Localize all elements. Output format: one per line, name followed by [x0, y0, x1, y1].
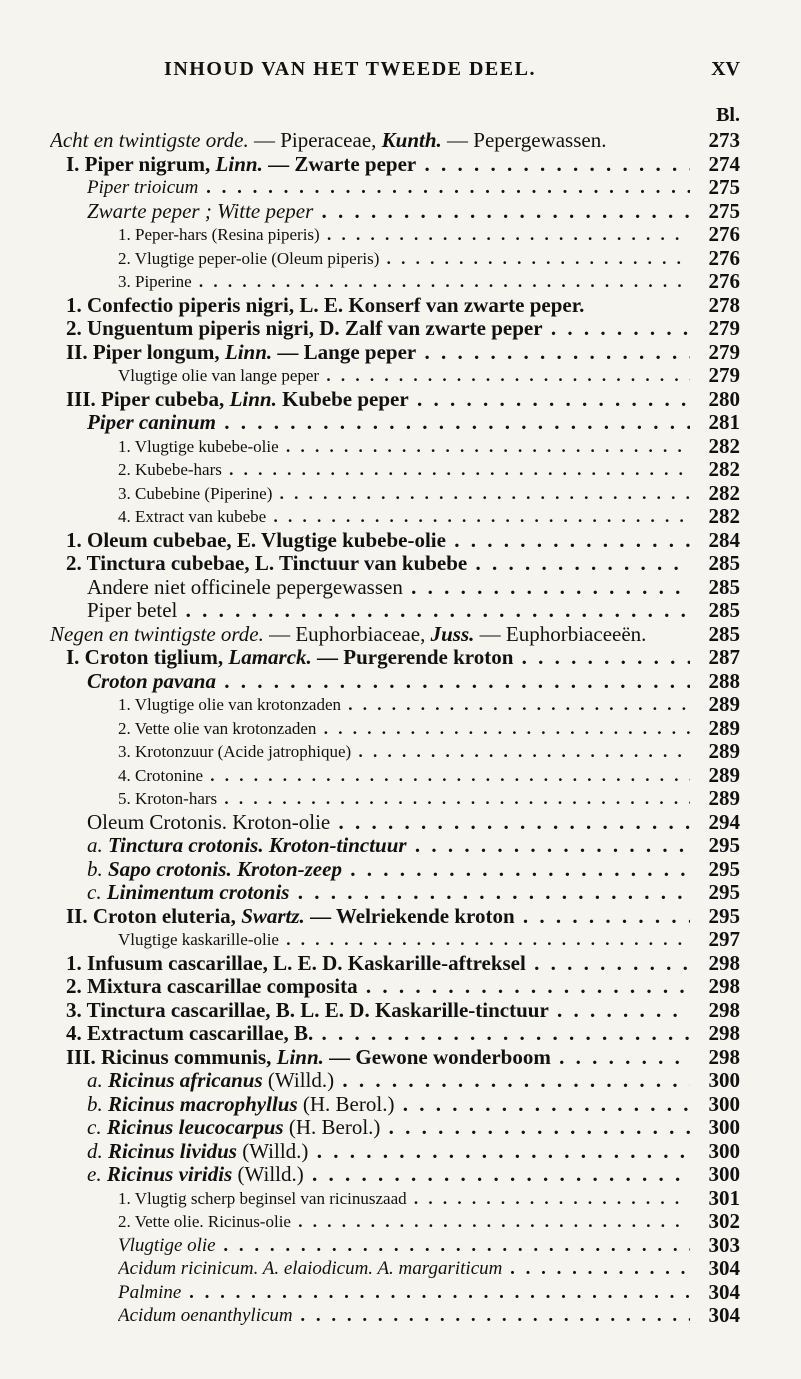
toc-entry-label [66, 317, 690, 341]
toc-entry-text: b. [87, 857, 108, 881]
toc-entry [0, 834, 801, 858]
toc-entry-page: 279 [708, 339, 740, 364]
toc-entry-text: (Willd.) [236, 1139, 309, 1163]
toc-entry [0, 1140, 801, 1164]
toc-entry [0, 717, 801, 741]
toc-entry-text: — Welriekende kroton [304, 904, 515, 928]
toc-entry [0, 1281, 801, 1305]
toc-entry-text: Vlugtige olie van lange peper [118, 366, 320, 385]
toc-entry-text: 2. Tinctura cubebae, L. Tinctuur van kubebe [66, 552, 468, 575]
toc-entry-text: I. Croton tiglium, [66, 646, 229, 669]
toc-entry-label [66, 952, 690, 976]
toc-entry-label [118, 717, 690, 741]
toc-entry-text: 1. Vlugtige kubebe-olie [118, 436, 279, 456]
toc-entry-page: 303 [708, 1232, 740, 1257]
toc-entry [0, 693, 801, 717]
toc-entry-label [118, 505, 690, 529]
toc-entry-text: Vlugtige olie [118, 1234, 216, 1256]
toc-entry-label [87, 200, 690, 224]
toc-entry-text: a. [87, 1069, 108, 1092]
toc-entry [0, 623, 801, 647]
toc-entry-label [118, 740, 690, 764]
toc-entry-page: 276 [708, 245, 740, 270]
toc-entry-text: Piper trioicum [87, 177, 199, 198]
toc-entry-label [118, 1257, 690, 1281]
toc-entry [0, 1257, 801, 1281]
toc-entry-label [118, 435, 690, 459]
toc-entry-text: 4. Extractum cascarillae, B. [66, 1022, 314, 1045]
toc-entry-text: Zwarte peper ; Witte peper [87, 199, 314, 223]
page-number-roman: XV [711, 58, 740, 80]
toc-entry-label [87, 599, 690, 623]
toc-entry-page: 287 [708, 645, 740, 669]
toc-entry-text: e. [87, 1163, 107, 1186]
toc-entry-page: 279 [708, 316, 740, 340]
toc-entry [0, 670, 801, 694]
toc-entry [0, 505, 801, 529]
toc-entry-text: II. Croton eluteria, [66, 904, 242, 928]
toc-entry-page: 285 [708, 598, 740, 622]
toc-entry-page: 289 [708, 786, 740, 810]
toc-entry-label [87, 670, 690, 694]
toc-entry-label [87, 1069, 690, 1093]
toc-entry-text: — Euphorbiaceae, [263, 622, 431, 646]
toc-entry-page: 288 [708, 668, 740, 693]
toc-entry-text: 5. Kroton-hars [118, 789, 218, 808]
toc-entry-text: Ricinus leucocarpus [106, 1116, 284, 1139]
toc-entry-text: Kunth. [381, 129, 442, 152]
toc-entry-text: 4. Extract van kubebe [118, 507, 267, 526]
toc-entry-text: Linn. [276, 1045, 324, 1069]
toc-entry-page: 300 [708, 1162, 740, 1186]
toc-entry-text: Ricinus macrophyllus [108, 1092, 298, 1116]
toc-entry [0, 176, 801, 200]
toc-entry-text: 3. Tinctura cascarillae, B. L. E. D. Kaskarille-tinctuur [66, 998, 549, 1022]
toc-entry-label [66, 529, 690, 553]
toc-entry-label [87, 834, 690, 858]
toc-entry-page: 294 [708, 809, 740, 834]
toc-entry-text: I. Piper nigrum, [66, 152, 216, 176]
toc-entry-text: Sapo crotonis. Kroton-zeep [108, 857, 342, 881]
toc-entry-page: 304 [708, 1256, 740, 1280]
toc-entry-text: 3. Cubebine (Piperine) [118, 483, 273, 503]
toc-entry-label [118, 764, 690, 788]
toc-entry-text: 3. Piperine [118, 272, 192, 291]
toc-entry-text: Linn. [215, 152, 263, 176]
toc-entry-text: — Piperaceae, [248, 129, 382, 152]
toc-entry-text: Linn. [229, 387, 277, 411]
toc-entry [0, 1069, 801, 1093]
toc-entry-page: 282 [708, 504, 740, 528]
toc-entry [0, 294, 801, 318]
toc-entry-page: 300 [708, 1138, 740, 1163]
toc-entry-page: 298 [708, 1044, 740, 1069]
toc-entry-text: Acht en twintigste orde. [50, 129, 249, 152]
toc-entry-text: Negen en twintigste orde. [50, 622, 264, 646]
toc-entry-page: 285 [708, 621, 740, 646]
toc-entry-page: 280 [708, 386, 740, 411]
toc-entry [0, 858, 801, 882]
toc-entry-label [87, 1116, 690, 1140]
toc-entry-text: Linimentum crotonis [106, 881, 290, 904]
toc-entry-text: b. [87, 1092, 108, 1116]
toc-entry-text: Lamarck. [228, 646, 312, 669]
toc-entry [0, 599, 801, 623]
toc-entry-text: Tinctura crotonis. Kroton-tinctuur [108, 834, 407, 857]
toc-entry-label [87, 176, 690, 200]
toc-entry-text: 2. Unguentum piperis nigri, D. Zalf van zwarte peper [66, 317, 543, 340]
toc-entry-text: 4. Crotonine [118, 765, 203, 785]
toc-entry-page: 274 [708, 151, 740, 176]
toc-entry-text: c. [87, 1116, 107, 1139]
toc-entry-label [118, 482, 690, 506]
toc-entry-text: Piper betel [87, 599, 178, 622]
toc-entry-text: Juss. [430, 622, 475, 646]
table-of-contents [0, 129, 801, 1328]
toc-entry-text: III. Ricinus communis, [66, 1045, 277, 1069]
toc-entry-page: 276 [708, 269, 740, 293]
toc-entry-text: (H. Berol.) [283, 1116, 381, 1139]
toc-entry-text: — Euphorbiaceeën. [474, 622, 647, 646]
toc-entry [0, 411, 801, 435]
toc-entry-label [118, 787, 690, 811]
toc-entry-page: 300 [708, 1068, 740, 1092]
toc-entry-label [87, 881, 690, 905]
toc-entry-label [118, 223, 690, 247]
toc-entry [0, 1022, 801, 1046]
toc-entry-page: 275 [708, 175, 740, 199]
toc-entry-label [87, 1093, 690, 1117]
toc-entry [0, 576, 801, 600]
toc-entry-label [50, 623, 690, 647]
toc-entry [0, 388, 801, 412]
toc-entry-label [118, 1210, 690, 1234]
toc-entry-label [118, 928, 690, 952]
toc-entry-page: 289 [708, 739, 740, 763]
toc-entry-text: Kubebe peper [276, 387, 409, 411]
toc-entry-label [87, 811, 690, 835]
toc-entry-label [66, 905, 690, 929]
toc-entry [0, 764, 801, 788]
toc-entry-text: 1. Peper-hars (Resina piperis) [118, 225, 320, 244]
toc-entry-text: 2. Mixtura cascarillae composita [66, 975, 358, 998]
toc-entry [0, 1234, 801, 1258]
toc-entry-text: (Willd.) [232, 1163, 304, 1186]
toc-entry [0, 881, 801, 905]
toc-entry-text: Oleum Crotonis. Kroton-olie [87, 810, 331, 834]
toc-entry-text: 2. Vette olie van krotonzaden [118, 718, 317, 738]
toc-entry-text: Acidum oenanthylicum [118, 1305, 293, 1326]
toc-entry-text: — Lange peper [272, 340, 417, 364]
toc-entry-page: 300 [708, 1115, 740, 1139]
toc-entry-label [118, 1187, 690, 1211]
toc-entry [0, 1093, 801, 1117]
toc-entry [0, 223, 801, 247]
toc-entry-text: Andere niet officinele pepergewassen [87, 575, 403, 599]
toc-entry-text: Ricinus africanus [108, 1069, 263, 1092]
toc-entry-text: c. [87, 881, 107, 904]
toc-entry [0, 905, 801, 929]
toc-entry [0, 200, 801, 224]
toc-entry-text: 2. Kubebe-hars [118, 460, 222, 479]
toc-entry-page: 298 [708, 1021, 740, 1045]
toc-entry [0, 153, 801, 177]
toc-entry-label [87, 858, 690, 882]
toc-entry-label [66, 341, 690, 365]
toc-entry [0, 928, 801, 952]
toc-entry-label [118, 1234, 690, 1258]
toc-entry-text: 3. Krotonzuur (Acide jatrophique) [118, 742, 352, 761]
toc-entry-page: 304 [708, 1303, 740, 1327]
toc-entry-text: — Pepergewassen. [441, 129, 607, 152]
toc-entry-label [66, 388, 690, 412]
toc-entry-page: 300 [708, 1091, 740, 1116]
toc-entry-page: 284 [708, 527, 740, 552]
toc-entry-page: 276 [708, 222, 740, 246]
toc-entry-label [66, 294, 690, 318]
toc-entry-page: 295 [708, 880, 740, 904]
toc-entry-text: II. Piper longum, [66, 340, 225, 364]
toc-entry-label [87, 1163, 690, 1187]
toc-entry-label [118, 458, 690, 482]
toc-entry-label [66, 1046, 690, 1070]
toc-entry-label [87, 411, 690, 435]
toc-entry [0, 247, 801, 271]
toc-entry-text: (Willd.) [262, 1069, 335, 1092]
toc-entry-page: 304 [708, 1279, 740, 1304]
toc-entry-page: 298 [708, 974, 740, 998]
toc-entry-label [50, 129, 690, 153]
toc-entry-text: Linn. [224, 340, 273, 364]
toc-entry-page: 289 [708, 762, 740, 787]
toc-entry [0, 1116, 801, 1140]
toc-entry-page: 282 [708, 480, 740, 505]
toc-entry-page: 282 [708, 433, 740, 458]
toc-entry-label [87, 1140, 690, 1164]
toc-entry-text: 1. Confectio piperis nigri, L. E. Konserf van zwarte peper. [66, 293, 585, 317]
toc-entry [0, 435, 801, 459]
toc-entry [0, 787, 801, 811]
toc-entry [0, 364, 801, 388]
toc-entry-text: a. [87, 834, 108, 857]
toc-entry [0, 952, 801, 976]
toc-entry [0, 529, 801, 553]
toc-entry-text: — Zwarte peper [262, 152, 417, 176]
toc-entry-label [66, 153, 690, 177]
toc-entry-page: 281 [708, 410, 740, 434]
toc-entry-page: 289 [708, 715, 740, 740]
toc-entry-text: Swartz. [241, 904, 305, 928]
toc-entry [0, 975, 801, 999]
toc-entry-text: Piper caninum [87, 411, 216, 434]
toc-entry-text: Croton pavana [87, 669, 216, 693]
toc-entry-text: d. [87, 1139, 108, 1163]
toc-entry [0, 129, 801, 153]
toc-entry [0, 458, 801, 482]
toc-entry-text: 2. Vette olie. Ricinus-olie [118, 1212, 291, 1231]
toc-entry-page: 295 [708, 856, 740, 881]
toc-entry-page: 302 [708, 1209, 740, 1233]
toc-entry-text: — Purgerende kroton [311, 646, 514, 669]
toc-entry [0, 740, 801, 764]
toc-entry-text: Vlugtige kaskarille-olie [118, 930, 279, 949]
toc-entry-label [66, 552, 690, 576]
toc-entry [0, 552, 801, 576]
toc-entry-page: 289 [708, 692, 740, 716]
toc-entry [0, 1210, 801, 1234]
toc-entry [0, 811, 801, 835]
toc-entry [0, 646, 801, 670]
toc-entry-label [118, 247, 690, 271]
toc-entry-page: 295 [708, 903, 740, 928]
toc-entry-text: (H. Berol.) [297, 1092, 395, 1116]
toc-entry-label [66, 999, 690, 1023]
page-column-label: Bl. [716, 104, 740, 126]
toc-entry-text: Palmine [118, 1281, 182, 1303]
toc-entry-page: 297 [708, 927, 740, 951]
toc-entry-page: 298 [708, 997, 740, 1022]
toc-entry-text: 1. Infusum cascarillae, L. E. D. Kaskarille-aftreksel [66, 951, 526, 975]
toc-entry [0, 1046, 801, 1070]
toc-entry [0, 317, 801, 341]
toc-entry [0, 270, 801, 294]
toc-entry [0, 1304, 801, 1328]
toc-entry-label [118, 364, 690, 388]
toc-entry-page: 298 [708, 950, 740, 975]
toc-entry-text: 1. Vlugtige olie van krotonzaden [118, 695, 341, 714]
toc-entry-label [66, 646, 690, 670]
toc-entry-text: — Gewone wonderboom [323, 1045, 551, 1069]
toc-entry-text: 1. Vlugtig scherp beginsel van ricinuszaad [118, 1188, 407, 1208]
toc-entry [0, 482, 801, 506]
toc-entry-page: 295 [708, 833, 740, 857]
toc-entry-page: 273 [708, 128, 740, 152]
toc-entry-page: 301 [708, 1185, 740, 1210]
toc-entry-label [87, 576, 690, 600]
toc-entry-text: 1. Oleum cubebae, E. Vlugtige kubebe-olie [66, 528, 446, 552]
toc-entry-label [118, 270, 690, 294]
toc-entry-page: 279 [708, 363, 740, 387]
toc-entry-label [66, 1022, 690, 1046]
toc-entry-text: Ricinus lividus [108, 1139, 237, 1163]
toc-entry [0, 341, 801, 365]
toc-entry-page: 282 [708, 457, 740, 481]
toc-entry [0, 1163, 801, 1187]
toc-entry-page: 285 [708, 574, 740, 599]
toc-entry [0, 1187, 801, 1211]
toc-entry-text: Acidum ricinicum. A. elaiodicum. A. margariticum [118, 1258, 503, 1279]
toc-entry-page: 285 [708, 551, 740, 575]
toc-entry-page: 275 [708, 198, 740, 223]
toc-entry-text: Ricinus viridis [106, 1163, 233, 1186]
toc-entry-label [118, 693, 690, 717]
toc-entry-page: 278 [708, 292, 740, 317]
toc-entry-label [118, 1304, 690, 1328]
toc-entry-text: 2. Vlugtige peper-olie (Oleum piperis) [118, 248, 380, 268]
toc-entry-text: III. Piper cubeba, [66, 387, 230, 411]
toc-entry-label [118, 1281, 690, 1305]
toc-entry [0, 999, 801, 1023]
running-header: INHOUD VAN HET TWEEDE DEEL. [164, 58, 536, 80]
toc-entry-label [66, 975, 690, 999]
